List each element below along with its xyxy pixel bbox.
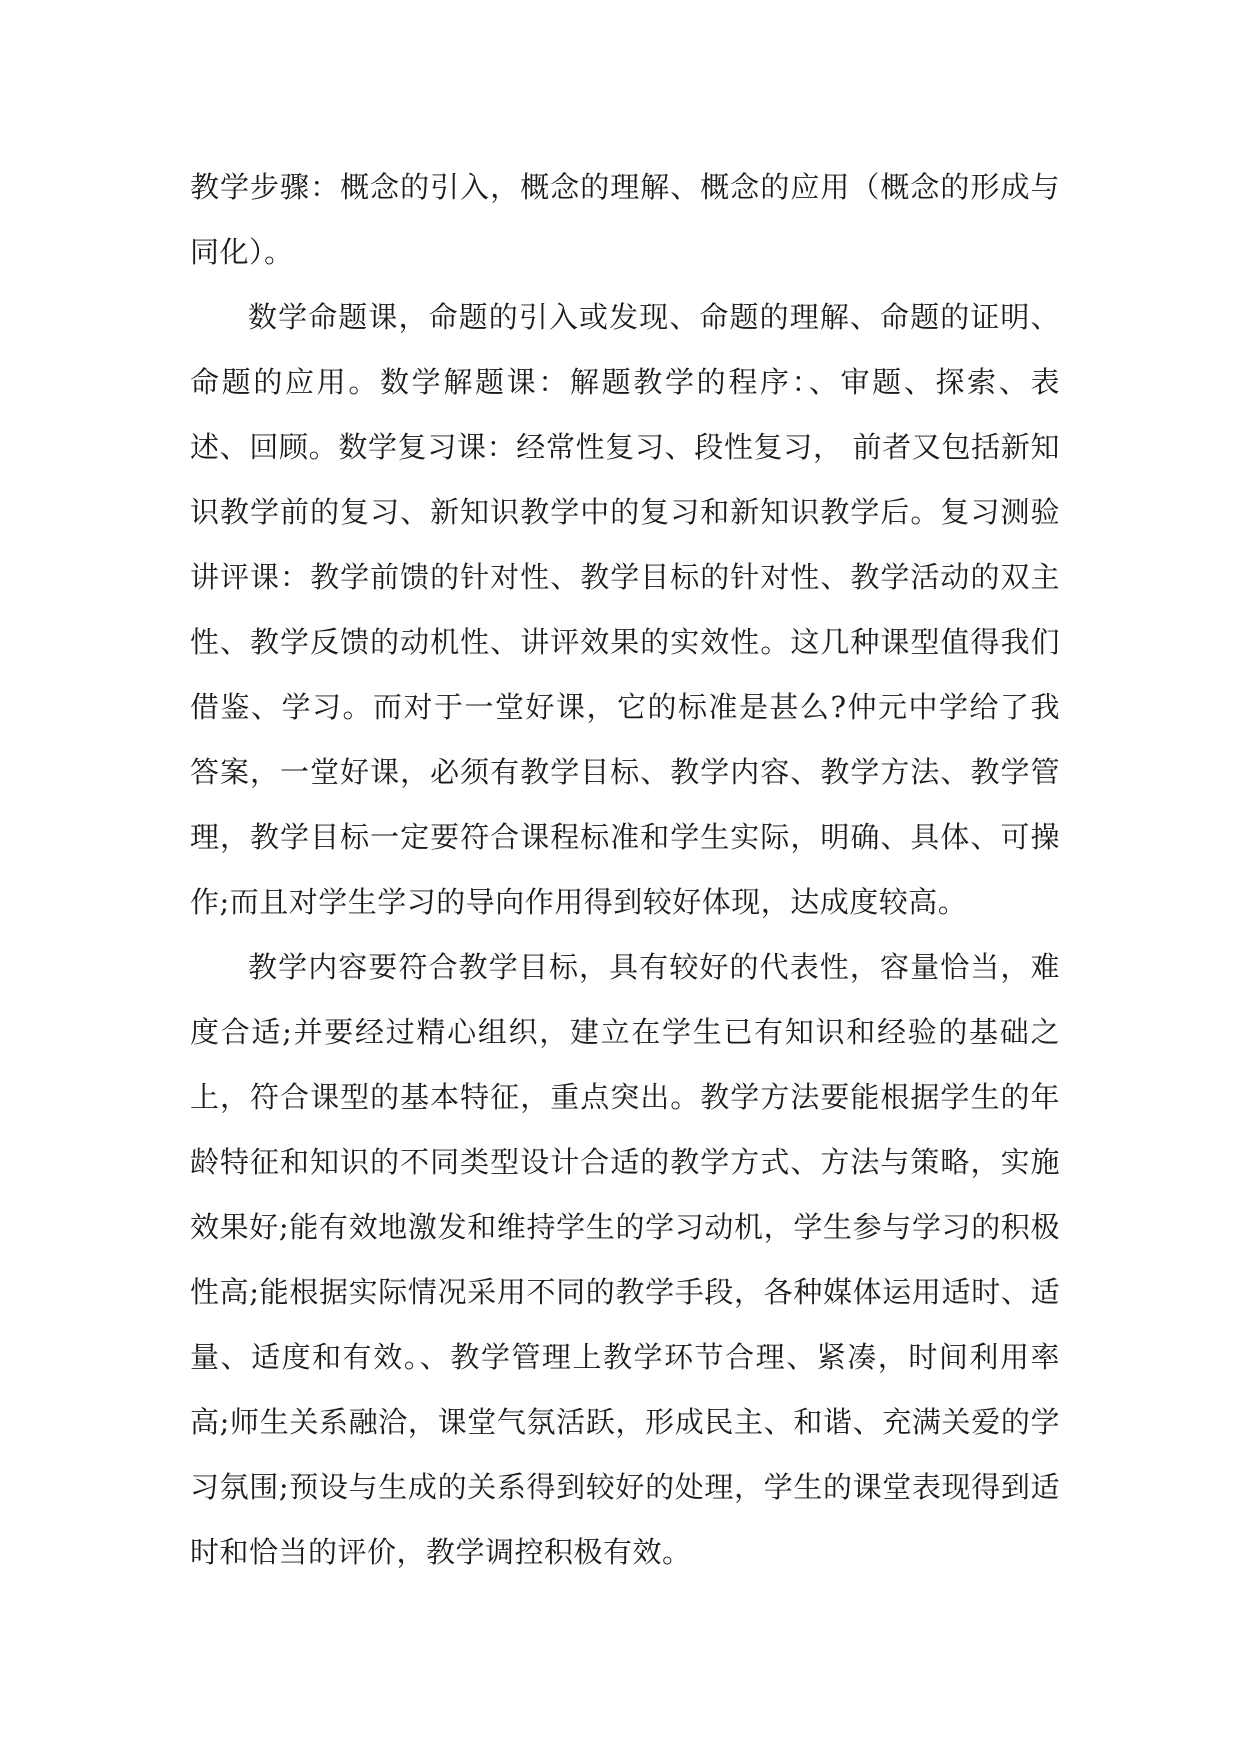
paragraph-teaching-steps: 教学步骤：概念的引入，概念的理解、概念的应用（概念的形成与同化）。 xyxy=(190,170,1060,269)
body-text xyxy=(190,155,1060,1585)
paragraph-lesson-types: 数学命题课，命题的引入或发现、命题的理解、命题的证明、命题的应用。数学解题课：解题教学的程序：、审题、探索、表述、回顾。数学复习课：经常性复习、段性复习， 前者又包括新知识教学前的复习、新知识教学中的复习和新知识教学后。复习测验讲评课：教学前馈的针对性、教学目标的针对性、教学活动的双主性、教学反馈的动机性、讲评效果的实效性。这几种课型值得我们借鉴、学习。而对于一堂好课，它的标准是甚么?仲元中学给了我答案，一堂好课，必须有教学目标、教学内容、教学方法、教学管理，教学目标一定要符合课程标准和学生实际，明确、具体、可操作;而且对学生学习的导向作用得到较好体现，达成度较高。 xyxy=(190,300,1060,919)
paragraph-teaching-content: 教学内容要符合教学目标，具有较好的代表性，容量恰当，难度合适;并要经过精心组织，建立在学生已有知识和经验的基础之上，符合课型的基本特征，重点突出。教学方法要能根据学生的年龄特征和知识的不同类型设计合适的教学方式、方法与策略，实施效果好;能有效地激发和维持学生的学习动机，学生参与学习的积极性高;能根据实际情况采用不同的教学手段，各种媒体运用适时、适量、适度和有效。、教学管理上教学环节合理、紧凑，时间利用率高;师生关系融洽，课堂气氛活跃，形成民主、和谐、充满关爱的学习氛围;预设与生成的关系得到较好的处理，学生的课堂表现得到适时和恰当的评价，教学调控积极有效。 xyxy=(190,950,1060,1569)
